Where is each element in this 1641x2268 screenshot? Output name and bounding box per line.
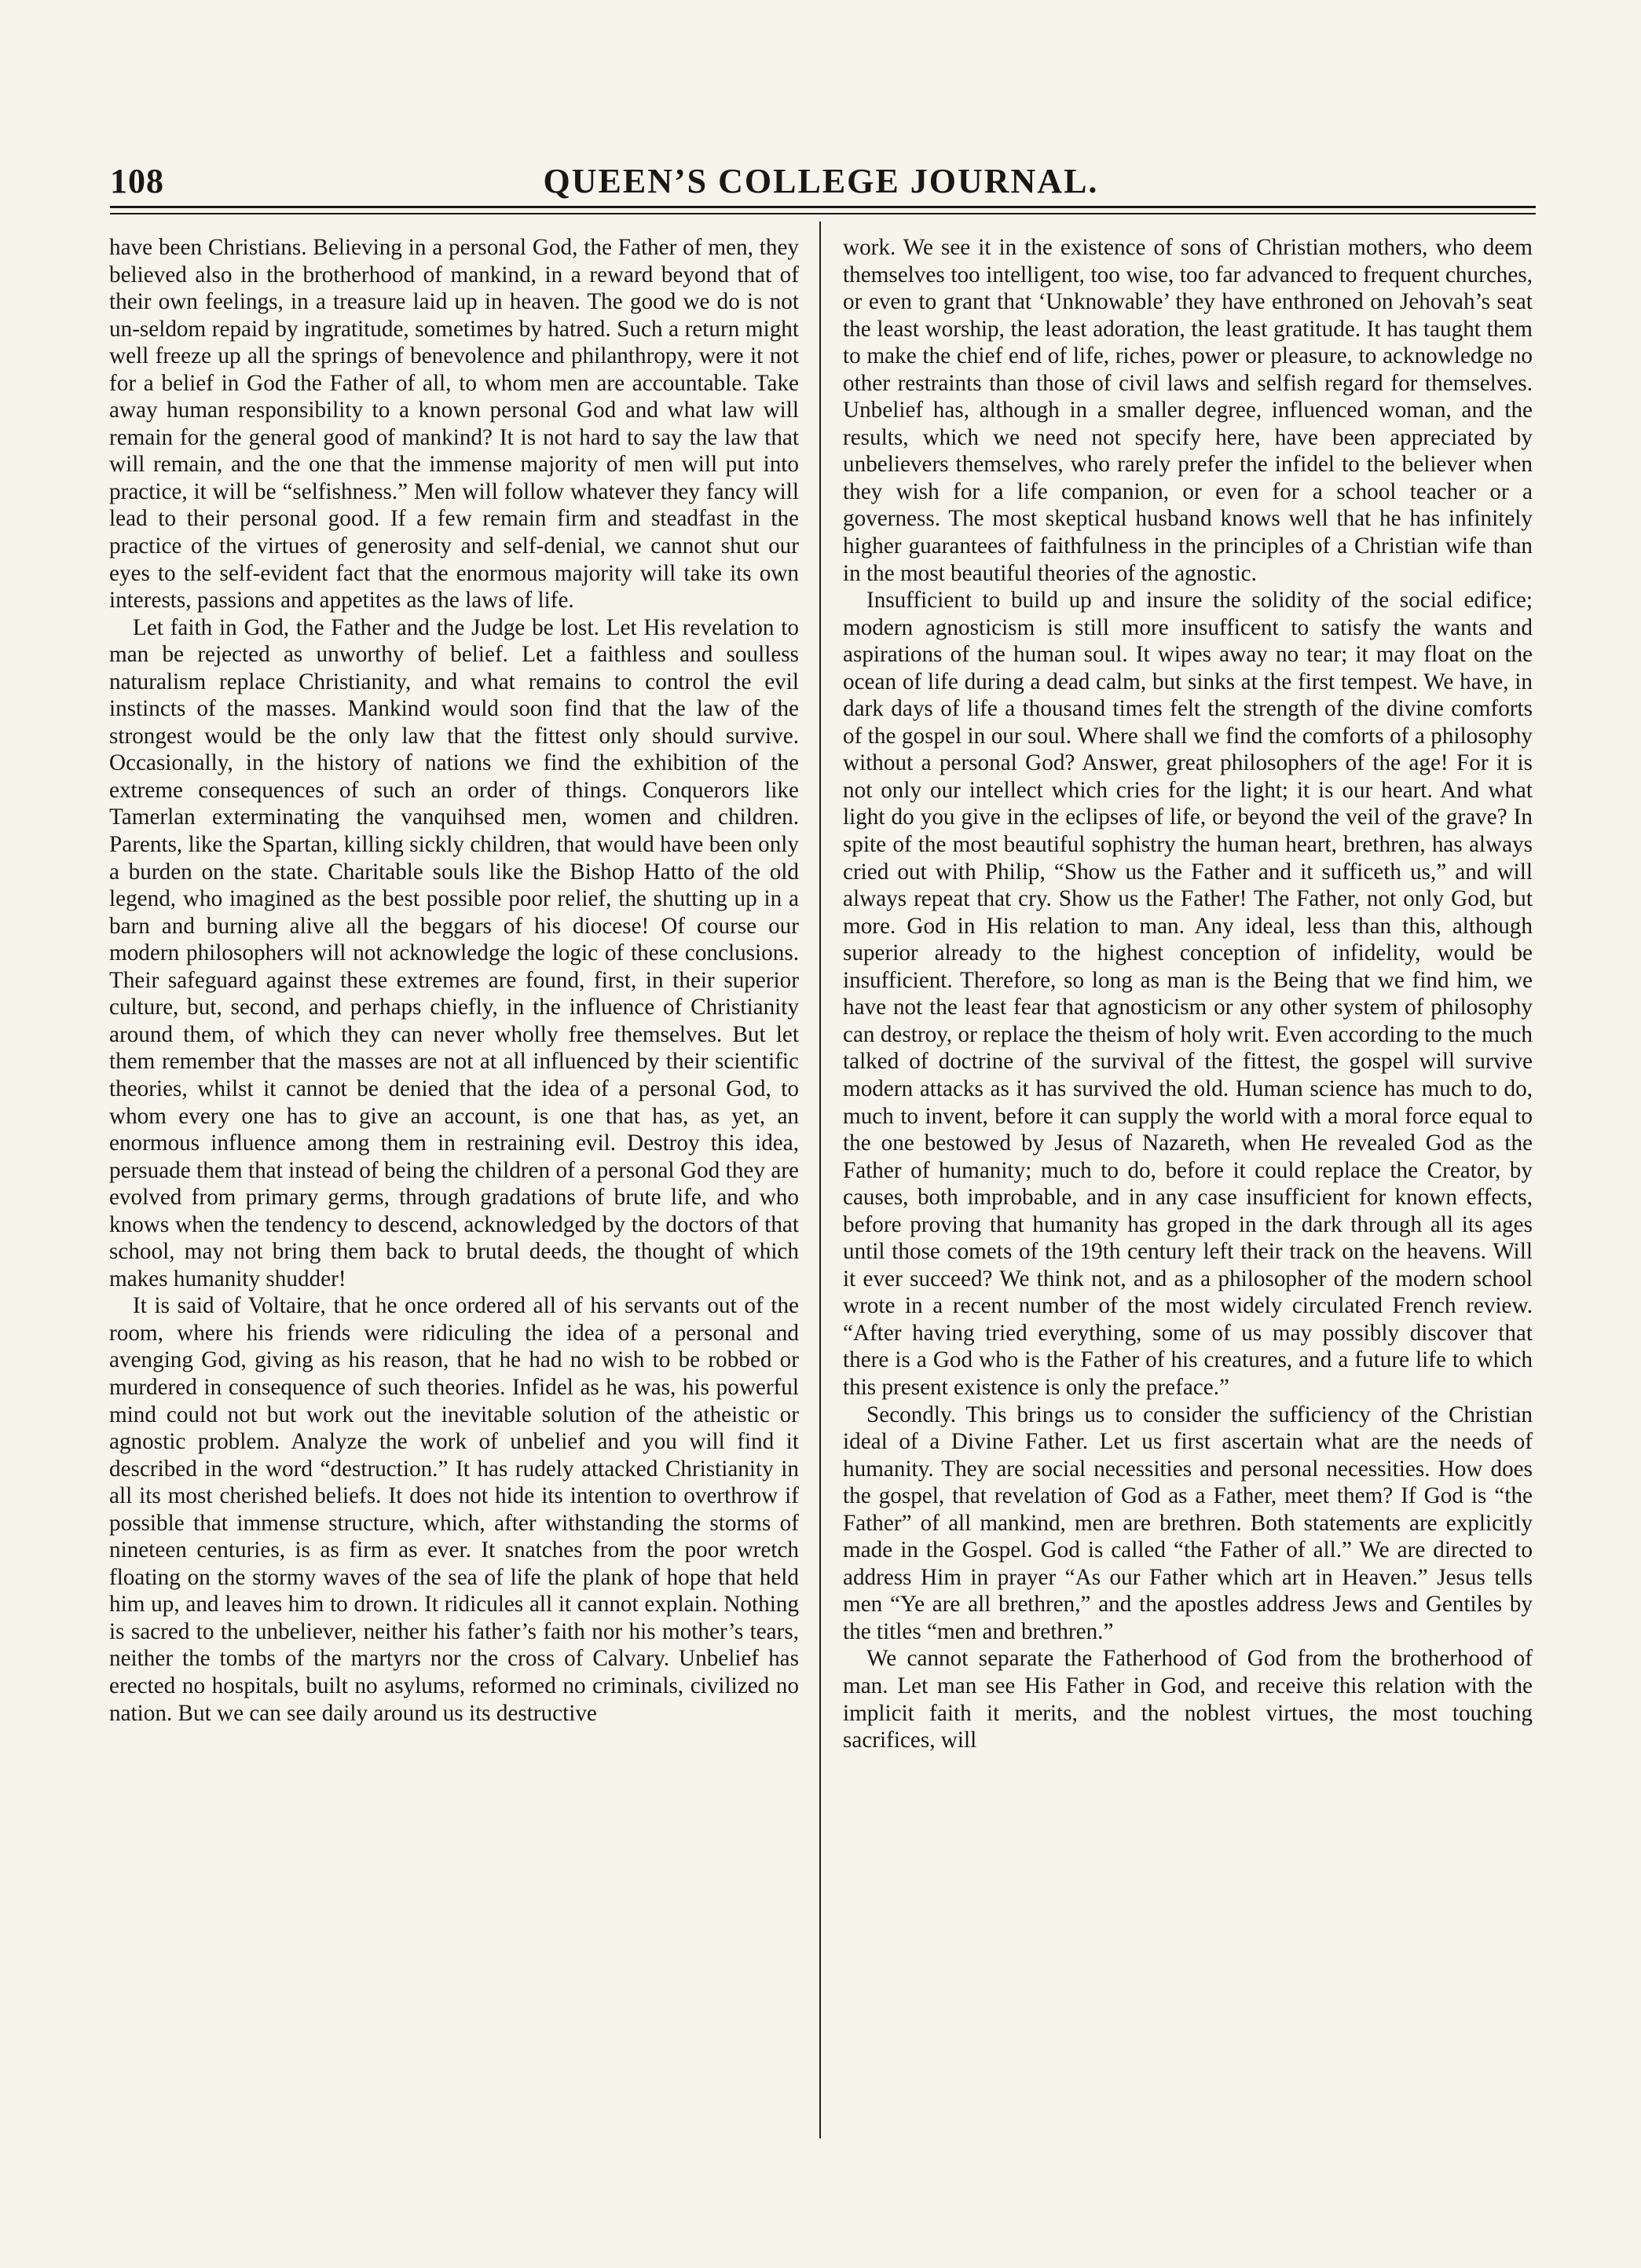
column-divider [819, 222, 821, 2138]
left-paragraph-3: It is said of Voltaire, that he once ordered all of his servants out of the room, where his friends were ridiculing the idea of a personal and avenging God, giving as his reason, that he had no wish to be robbed or murdered in consequence of such theories. Infidel as he was, his powerful mind could not but work out the inevitable solution of the atheistic or agnostic problem. Analyze the work of unbelief and you will find it described in the word “destruction.” It has rudely attacked Christianity in all its most cherished beliefs. It does not hide its intention to overthrow if possible that immense structure, which, after withstanding the storms of nineteen centuries, is as firm as ever. It snatches from the poor wretch floating on the stormy waves of the sea of life the plank of hope that held him up, and leaves him to drown. It ridicules all it cannot explain. Nothing is sacred to the unbeliever, neither his father’s faith nor his mother’s tears, neither the tombs of the martyrs nor the cross of Calvary. Unbelief has erected no hospitals, built no asylums, reformed no criminals, civilized no nation. But we can see daily around us its destructive [109, 1293, 799, 1726]
page-header [106, 161, 1536, 208]
right-column [843, 234, 1533, 1754]
page-number: 108 [110, 162, 164, 200]
right-paragraph-2: Insufficient to build up and insure the solidity of the social edifice; modern agnosticism is still more insufficent to satisfy the wants and aspirations of the human soul. It wipes away no tear; it may float on the ocean of life during a dead calm, but sinks at the first tempest. We have, in dark days of life a thousand times felt the strength of the divine comforts of the gospel in our soul. Where shall we find the comforts of a philosophy without a personal God? Answer, great philosophers of the age! For it is not only our intellect which cries for the light; it is our heart. And what light do you give in the eclipses of life, or beyond the veil of the grave? In spite of the most beautiful sophistry the human heart, brethren, has always cried out with Philip, “Show us the Father and it sufficeth us,” and will always repeat that cry. Show us the Father! The Father, not only God, but more. God in His relation to man. Any ideal, less than this, although superior already to the highest conception of infidelity, would be insufficient. Therefore, so long as man is the Being that we find him, we have not the least fear that agnosticism or any other system of philosophy can destroy, or replace the theism of holy writ. Even according to the much talked of doctrine of the survival of the fittest, the gospel will survive modern attacks as it has survived the old. Human science has much to do, much to invent, before it can supply the world with a moral force equal to the one bestowed by Jesus of Nazareth, when He revealed God as the Father of humanity; much to do, before it could replace the Creator, by causes, both improbable, and in any case insufficient for known effects, before proving that humanity has groped in the dark through all its ages until those comets of the 19th century left their track on the heavens. Will it ever succeed? We think not, and as a philosopher of the modern school wrote in a recent number of the most widely circulated French review. “After having tried everything, some of us may possibly discover that there is a God who is the Father of his creatures, and a future life to which this present existence is only the preface.” [843, 588, 1533, 1400]
left-column [109, 234, 799, 1727]
left-paragraph-2: Let faith in God, the Father and the Judge be lost. Let His revelation to man be rejected as unworthy of belief. Let a faithless and soulless naturalism replace Christianity, and what remains to control the evil instincts of the masses. Mankind would soon find that the law of the strongest would be the only law that the fittest only should survive. Occasionally, in the history of nations we find the exhibition of the extreme consequences of such an order of things. Conquerors like Tamerlan exterminating the vanquihsed men, women and children. Parents, like the Spartan, killing sickly children, that would have been only a burden on the state. Charitable souls like the Bishop Hatto of the old legend, who imagined as the best possible poor relief, the shutting up in a barn and burning alive all the beggars of his diocese! Of course our modern philosophers will not acknowledge the logic of these conclusions. Their safeguard against these extremes are found, first, in their superior culture, but, second, and perhaps chiefly, in the influence of Christianity around them, of which they can never wholly free themselves. But let them remember that the masses are not at all influenced by their scientific theories, whilst it cannot be denied that the idea of a personal God, to whom every one has to give an account, is one that has, as yet, an enormous influence among them in restraining evil. Destroy this idea, persuade them that instead of being the children of a personal God they are evolved from primary germs, through gradations of brute life, and who knows when the tendency to descend, acknowledged by the doctors of that school, may not bring them back to brutal deeds, the thought of which makes humanity shudder! [109, 614, 799, 1292]
journal-title: QUEEN’S COLLEGE JOURNAL. [543, 162, 1099, 200]
left-paragraph-1: have been Christians. Believing in a personal God, the Father of men, they believed also in the brotherhood of mankind, in a reward beyond that of their own feelings, in a treasure laid up in heaven. The good we do is not un-seldom repaid by ingratitude, sometimes by hatred. Such a return might well freeze up all the springs of benevolence and philanthropy, were it not for a belief in God the Father of all, to whom men are accountable. Take away human responsibility to a known personal God and what law will remain for the general good of mankind? It is not hard to say the law that will remain, and the one that the immense majority of men will put into practice, it will be “selfishness.” Men will follow whatever they fancy will lead to their personal good. If a few remain firm and steadfast in the practice of the virtues of generosity and self-denial, we cannot shut our eyes to the self-evident fact that the enormous majority will take its own interests, passions and appetites as the laws of life. [109, 235, 799, 614]
right-paragraph-3: Secondly. This brings us to consider the sufficiency of the Christian ideal of a Divine Father. Let us first ascertain what are the needs of humanity. They are social necessities and personal necessities. How does the gospel, that revelation of God as a Father, meet them? If God is “the Father” of all mankind, men are brethren. Both statements are explicitly made in the Gospel. God is called “the Father of all.” We are directed to address Him in prayer “As our Father which art in Heaven.” Jesus tells men “Ye are all brethren,” and the apostles address Jews and Gentiles by the titles “men and brethren.” [843, 1401, 1533, 1644]
header-rule-thick [110, 206, 1536, 208]
right-paragraph-1: work. We see it in the existence of sons of Christian mothers, who deem themselves too intelligent, too wise, too far advanced to frequent churches, or even to grant that ‘Unknowable’ they have enthroned on Jehovah’s seat the least worship, the least adoration, the least gratitude. It has taught them to make the chief end of life, riches, power or pleasure, to acknowledge no other restraints than those of civil laws and selfish regard for themselves. Unbelief has, although in a smaller degree, influenced woman, and the results, which we need not specify here, have been appreciated by unbelievers themselves, who rarely prefer the infidel to the believer when they wish for a life companion, or even for a school teacher or a governess. The most skeptical husband knows well that he has infinitely higher guarantees of faithfulness in the principles of a Christian wife than in the most beautiful theories of the agnostic. [843, 235, 1533, 586]
header-rule-thin [110, 213, 1536, 214]
right-paragraph-4: We cannot separate the Fatherhood of God from the brotherhood of man. Let man see His Father in God, and receive this relation with the implicit faith it merits, and the noblest virtues, the most touching sacrifices, will [843, 1646, 1533, 1753]
